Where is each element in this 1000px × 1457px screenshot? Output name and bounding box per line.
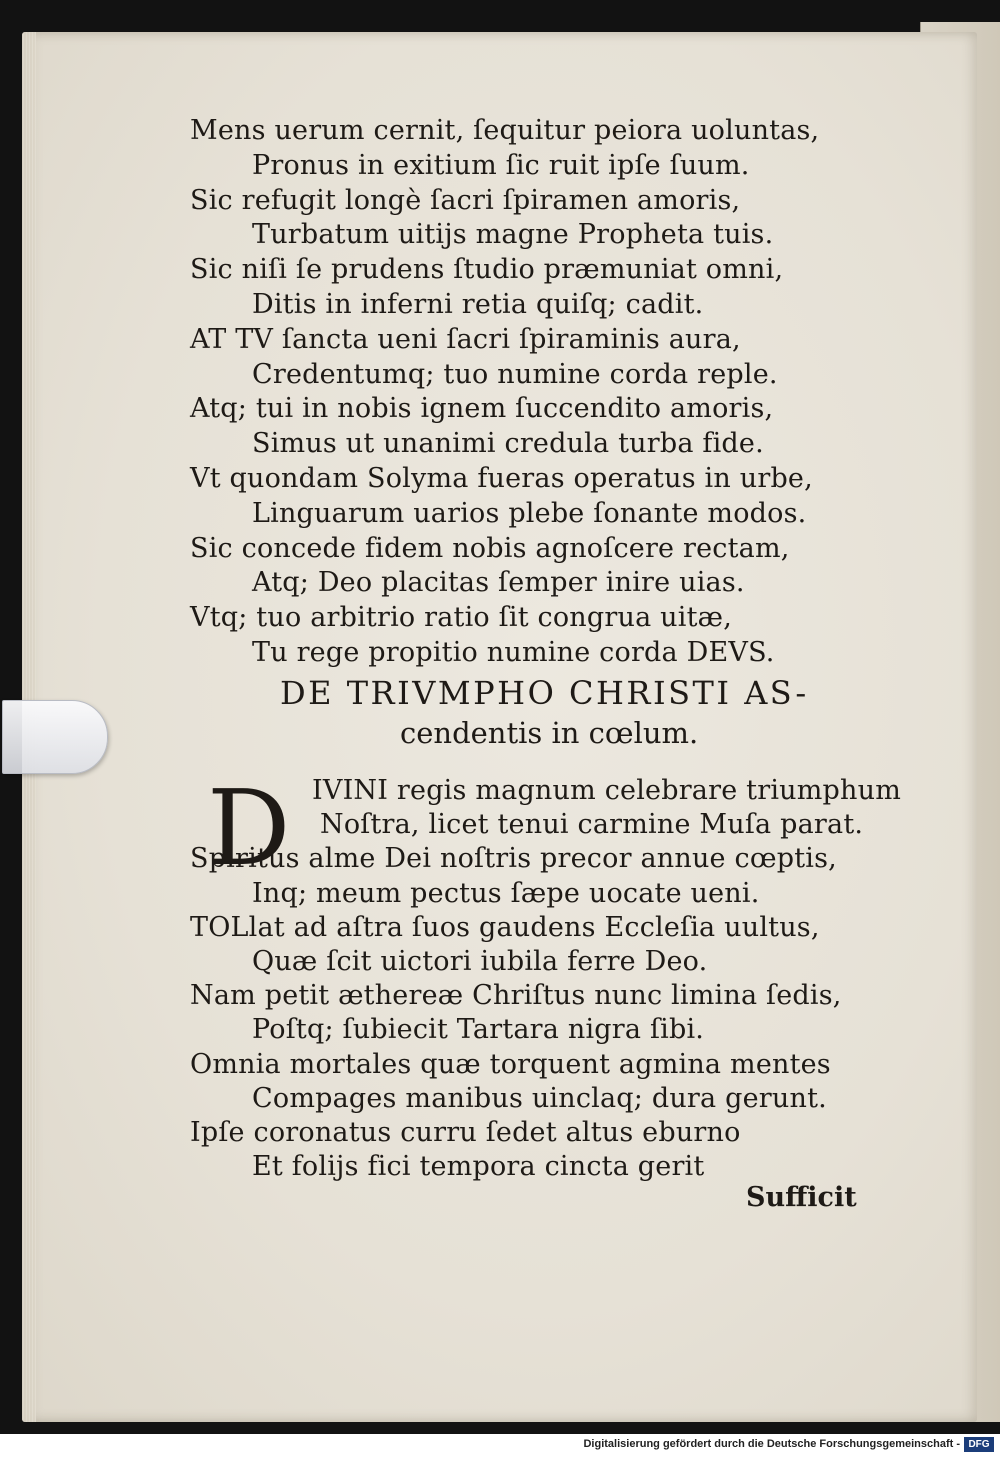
- verse-line: Atq; Deo placitas ſemper inire uias.: [252, 567, 745, 599]
- verse-line: Ipſe coronatus curru ſedet altus eburno: [190, 1117, 741, 1148]
- dfg-logo-icon: DFG: [964, 1437, 994, 1452]
- verse-line: Pronus in exitium ſic ruit ipſe ſuum.: [252, 149, 750, 181]
- page-text: [22, 32, 977, 1422]
- verse-line: Omnia mortales quæ torquent agmina mentes: [190, 1048, 831, 1080]
- verse-line: Vt quondam Solyma fueras operatus in urbe,: [190, 463, 813, 494]
- verse-line: Atq; tui in nobis ignem ſuccendito amoris,: [190, 393, 774, 425]
- verse-line: Compages manibus uinclaq; dura gerunt.: [252, 1082, 827, 1114]
- section-heading: DE TRIVMPHO CHRISTI AS-: [280, 674, 809, 712]
- verse-line: Inq; meum pectus ſæpe uocate ueni.: [252, 877, 760, 909]
- verse-line: Et folijs fici tempora cincta gerit: [252, 1151, 705, 1183]
- verse-line: Vtq; tuo arbitrio ratio ſit congrua uitæ,: [190, 602, 732, 634]
- verse-line: Turbatum uitijs magne Propheta tuis.: [252, 219, 774, 251]
- catchword: Sufficit: [746, 1182, 857, 1213]
- verse-line: Simus ut unanimi credula turba fide.: [252, 428, 764, 460]
- verse-line: Noſtra, licet tenui carmine Muſa parat.: [320, 809, 864, 841]
- verse-line: Poſtq; ſubiecit Tartara nigra ſibi.: [252, 1014, 705, 1046]
- funding-credit: Digitalisierung gefördert durch die Deutsche Forschungsgemeinschaft -: [583, 1438, 960, 1450]
- verse-line: Tu rege propitio numine corda DEVS.: [252, 637, 775, 668]
- verse-line: Sic concede fidem nobis agnoſcere rectam,: [190, 532, 790, 564]
- verse-line: IVINI regis magnum celebrare triumphum: [312, 775, 902, 806]
- verse-line: Sic niſi ſe prudens ſtudio præmuniat omni,: [190, 254, 784, 286]
- verse-line: Credentumq; tuo numine corda reple.: [252, 358, 778, 390]
- footer-bar: [0, 1434, 1000, 1457]
- verse-line: TOLlat ad aſtra ſuos gaudens Eccleſia uultus,: [190, 911, 820, 943]
- verse-line: Nam petit æthereæ Chriſtus nunc limina ſedis,: [190, 980, 842, 1012]
- verse-line: AT TV ſancta ueni ſacri ſpiraminis aura,: [190, 323, 741, 355]
- verse-line: Ditis in inferni retia quiſq; cadit.: [252, 289, 704, 320]
- book-page: [22, 32, 977, 1422]
- verse-line: Quæ ſcit uictori iubila ferre Deo.: [252, 946, 708, 977]
- verse-line: Linguarum uarios plebe ſonante modos.: [252, 497, 807, 529]
- section-subheading: cendentis in cœlum.: [400, 716, 699, 750]
- bookmark-clip: [2, 700, 108, 774]
- drop-cap-initial: D: [207, 767, 291, 889]
- verse-line: Mens uerum cernit, ſequitur peiora uoluntas,: [190, 115, 820, 146]
- verse-line: Spiritus alme Dei noſtris precor annue cœptis,: [190, 843, 837, 875]
- verse-line: Sic refugit longè ſacri ſpiramen amoris,: [190, 184, 741, 216]
